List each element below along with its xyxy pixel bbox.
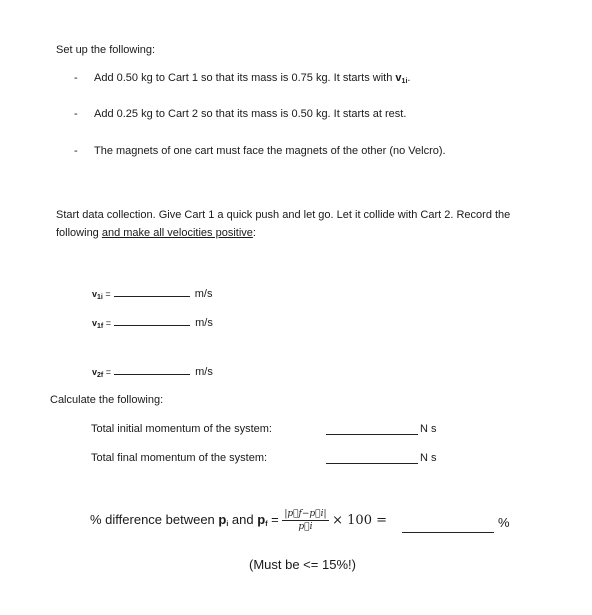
v2f-field <box>92 364 213 379</box>
p-final: p <box>257 512 266 527</box>
initial-momentum-label: Total initial momentum of the system: <box>91 423 272 435</box>
v1i-blank[interactable] <box>114 286 190 297</box>
setup-item-2: Add 0.25 kg to Cart 2 so that its mass is 0.50 kg. It starts at rest. <box>94 108 407 120</box>
fraction-numerator: |p⃗f−p⃗i| <box>284 509 327 520</box>
percent-fraction <box>282 508 328 533</box>
final-momentum-label: Total final momentum of the system: <box>91 452 268 464</box>
v2f-label: v <box>92 367 98 377</box>
fraction-denominator: p⃗i <box>298 522 313 533</box>
bullet-2: - <box>74 108 78 120</box>
p-initial-sub: i <box>226 521 229 528</box>
calculate-heading: Calculate the following: <box>50 394 164 406</box>
v1f-field <box>92 315 213 330</box>
percent-eq: = <box>267 512 283 527</box>
percent-note: (Must be <= 15%!) <box>249 557 356 572</box>
bullet-1: - <box>74 72 78 84</box>
setup-item-1-text: Add 0.50 kg to Cart 1 so that its mass is 0.75 kg. It starts with <box>94 72 396 84</box>
v1i-subscript: 1i <box>401 78 408 85</box>
v1i-symbol: v <box>395 72 402 84</box>
instructions-line-2 <box>56 227 256 239</box>
initial-momentum-unit: N s <box>420 423 437 435</box>
setup-heading: Set up the following: <box>56 44 156 56</box>
setup-item-3: The magnets of one cart must face the magnets of the other (no Velcro). <box>94 145 446 157</box>
setup-item-1 <box>94 72 410 85</box>
v2f-label-sub: 2f <box>97 372 104 379</box>
v1f-unit: m/s <box>195 317 213 329</box>
percent-blank[interactable] <box>402 522 494 533</box>
v1f-eq: = <box>103 318 112 328</box>
final-momentum-unit: N s <box>420 452 437 464</box>
percent-difference-row <box>90 505 387 535</box>
v1f-label: v <box>92 318 98 328</box>
v2f-blank[interactable] <box>114 364 190 375</box>
setup-item-1-tail: . <box>407 72 411 84</box>
v1i-field <box>92 286 212 301</box>
percent-times: × 100 = <box>332 513 387 528</box>
v1f-label-sub: 1f <box>97 323 104 330</box>
percent-prefix: % difference between <box>90 512 219 527</box>
percent-unit: % <box>498 515 510 530</box>
initial-momentum-blank[interactable] <box>326 424 418 435</box>
v2f-unit: m/s <box>195 366 213 378</box>
percent-and: and <box>228 512 258 527</box>
v1i-label-sub: 1i <box>97 294 103 301</box>
instructions-line-1: Start data collection. Give Cart 1 a quick push and let go. Let it collide with Cart 2. Record the <box>56 209 511 221</box>
v1i-label: v <box>92 289 98 299</box>
v1i-eq: = <box>102 289 111 299</box>
v1f-blank[interactable] <box>114 315 190 326</box>
bullet-3: - <box>74 145 78 157</box>
p-initial: p <box>218 512 227 527</box>
v2f-eq: = <box>103 367 112 377</box>
instructions-underlined: and make all velocities positive <box>101 227 253 239</box>
instructions-line-2-post: : <box>252 227 256 239</box>
p-final-sub: f <box>265 521 268 528</box>
v1i-unit: m/s <box>194 288 213 300</box>
final-momentum-blank[interactable] <box>326 453 418 464</box>
instructions-line-2-pre: following <box>56 227 102 239</box>
